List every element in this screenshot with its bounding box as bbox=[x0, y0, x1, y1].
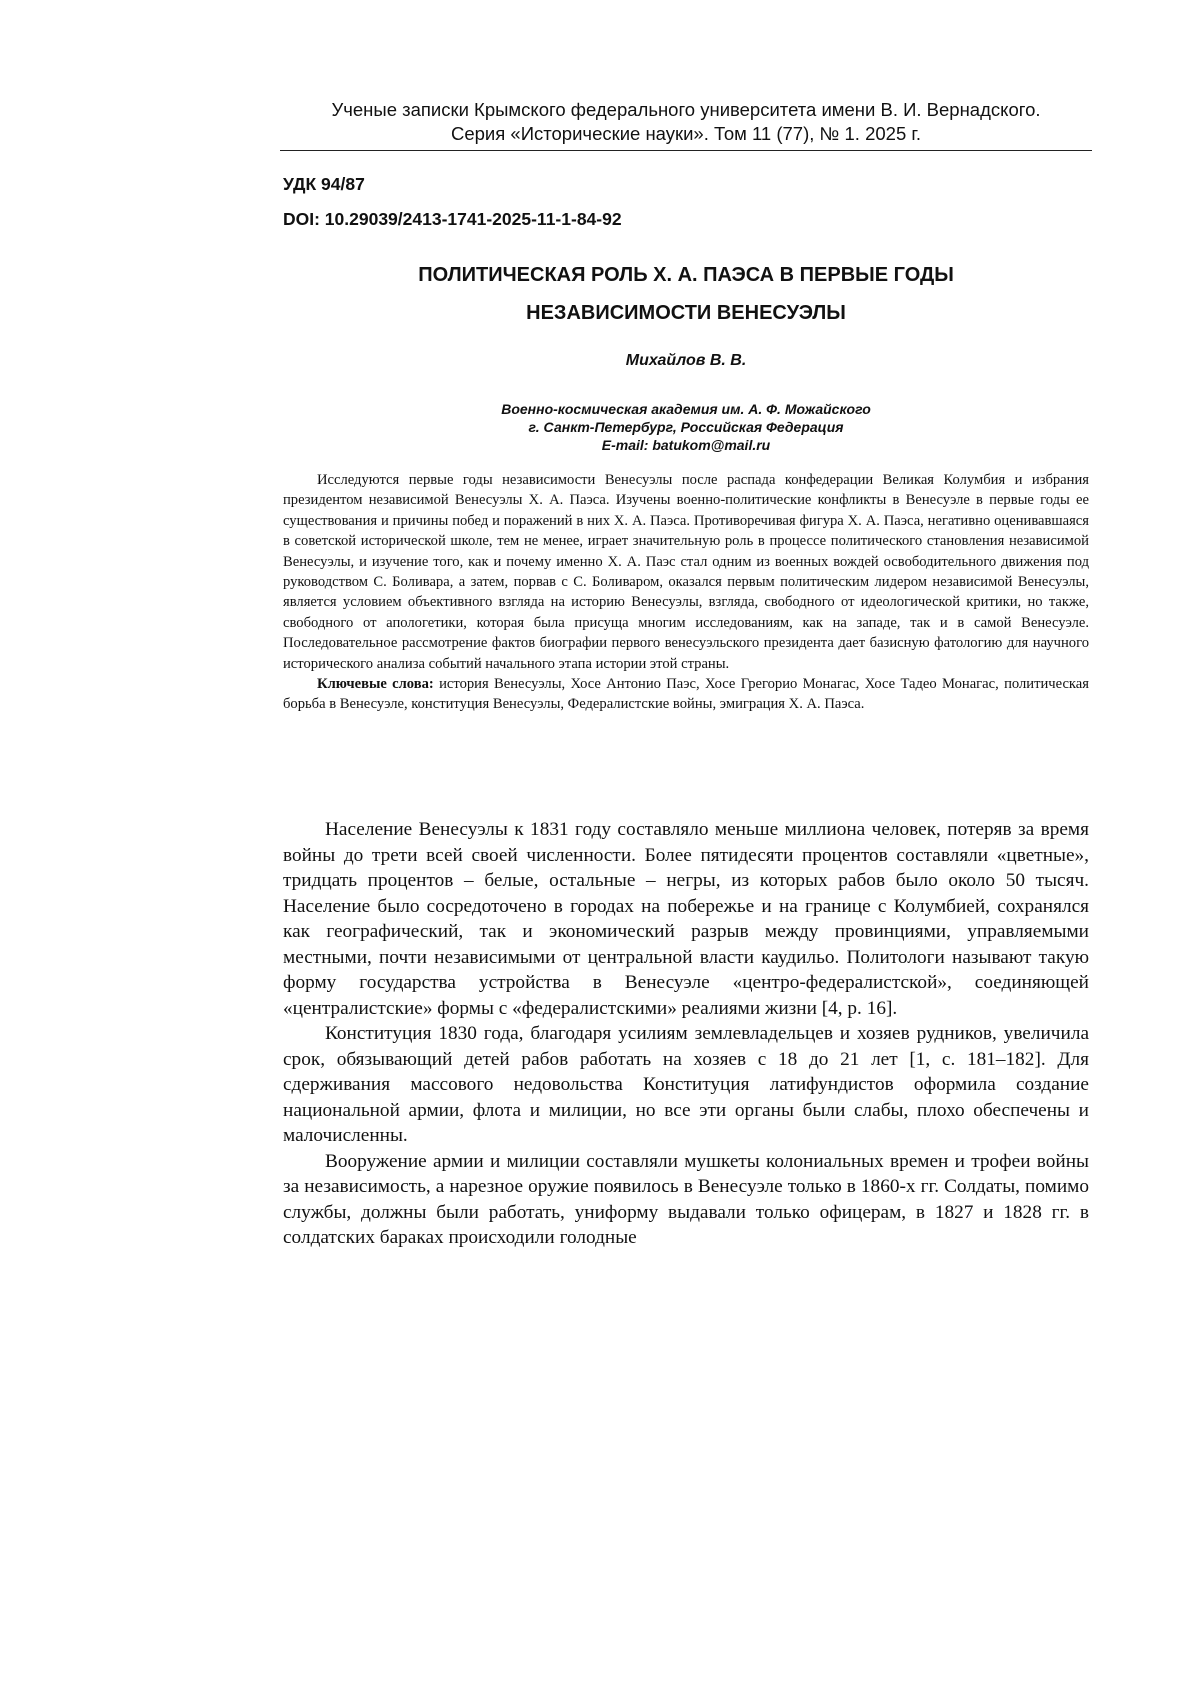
keywords-label: Ключевые слова: bbox=[317, 676, 434, 692]
running-header-line-2: Серия «Исторические науки». Том 11 (77), № 1. 2025 г. bbox=[280, 122, 1092, 146]
doi: DOI: 10.29039/2413-1741-2025-11-1-84-92 bbox=[283, 209, 622, 230]
journal-page bbox=[0, 0, 1200, 1697]
affiliation-city: г. Санкт-Петербург, Российская Федерация bbox=[283, 418, 1089, 436]
affiliation bbox=[283, 400, 1089, 454]
running-header bbox=[280, 98, 1092, 151]
author-name: Михайлов В. В. bbox=[283, 352, 1089, 370]
body-paragraph-2: Конституция 1830 года, благодаря усилиям землевладельцев и хозяев рудников, увеличила срок, обязывающий детей рабов работать на хозяев с 18 до 21 лет [1, с. 181–182]. Для сдерживания массового недовольства Конституция латифундистов оформила создание национальной армии, флота и милиции, но все эти органы были слабы, плохо обеспечены и малочисленны. bbox=[283, 1021, 1089, 1149]
body-paragraph-1: Население Венесуэлы к 1831 году составляло меньше миллиона человек, потеряв за время войны до трети всей своей численности. Более пятидесяти процентов составляли «цветные», тридцать процентов – белые, остальные – негры, из которых рабов было около 50 тысяч. Население было сосредоточено в городах на побережье и на границе с Колумбией, сохранялся как географический, так и экономический разрыв между провинциями, управляемыми местными, почти независимыми от центральной власти каудильо. Политологи называют такую форму государства устройства в Венесуэле «центро-федералистской», соединяющей «централистские» формы с «федералистскими» реалиями жизни [4, р. 16]. bbox=[283, 817, 1089, 1021]
affiliation-email: E-mail: batukom@mail.ru bbox=[283, 436, 1089, 454]
article-title-line-1: ПОЛИТИЧЕСКАЯ РОЛЬ Х. А. ПАЭСА В ПЕРВЫЕ ГОДЫ bbox=[283, 256, 1089, 294]
article-title bbox=[283, 256, 1089, 332]
body-paragraph-3: Вооружение армии и милиции составляли мушкеты колониальных времен и трофеи войны за независимость, а нарезное оружие появилось в Венесуэле только в 1860-х гг. Солдаты, помимо службы, должны были работать, униформу выдавали только офицерам, в 1827 и 1828 гг. в солдатских бараках происходили голодные bbox=[283, 1149, 1089, 1251]
keywords-list: история Венесуэлы, Хосе Антонио Паэс, Хосе Грегорио Монагас, Хосе Тадео Монагас, политическая борьба в Венесуэле, конституция Венесуэлы, Федералистские войны, эмиграция Х. А. Паэса. bbox=[283, 676, 1089, 712]
abstract bbox=[283, 470, 1089, 715]
article-title-line-2: НЕЗАВИСИМОСТИ ВЕНЕСУЭЛЫ bbox=[283, 294, 1089, 332]
running-header-line-1: Ученые записки Крымского федерального университета имени В. И. Вернадского. bbox=[280, 98, 1092, 122]
article-body bbox=[283, 817, 1089, 1251]
udk-code: УДК 94/87 bbox=[283, 174, 365, 195]
abstract-text: Исследуются первые годы независимости Венесуэлы после распада конфедерации Великая Колумбия и избрания президентом независимой Венесуэлы Х. А. Паэса. Изучены военно-политические конфликты в Венесуэле в первые годы ее существования и причины побед и поражений в них Х. А. Паэса. Противоречивая фигура Х. А. Паэса, негативно оценивавшаяся в советской исторической школе, тем не менее, играет значительную роль в процессе политического становления независимой Венесуэлы, и изучение того, как и почему именно Х. А. Паэс стал одним из военных вождей освободительного движения под руководством С. Боливара, а затем, порвав с С. Боливаром, оказался первым политическим лидером независимой Венесуэлы, является условием объективного взгляда на историю Венесуэлы, взгляда, свободного от идеологической критики, но также, свободного от апологетики, которая была присуща многим исследованиям, как на западе, так и в самой Венесуэле. Последовательное рассмотрение фактов биографии первого венесуэльского президента дает базисную фатологию для научного исторического анализа событий начального этапа истории этой страны. bbox=[283, 470, 1089, 674]
keywords bbox=[283, 674, 1089, 715]
affiliation-org: Военно-космическая академия им. А. Ф. Можайского bbox=[283, 400, 1089, 418]
